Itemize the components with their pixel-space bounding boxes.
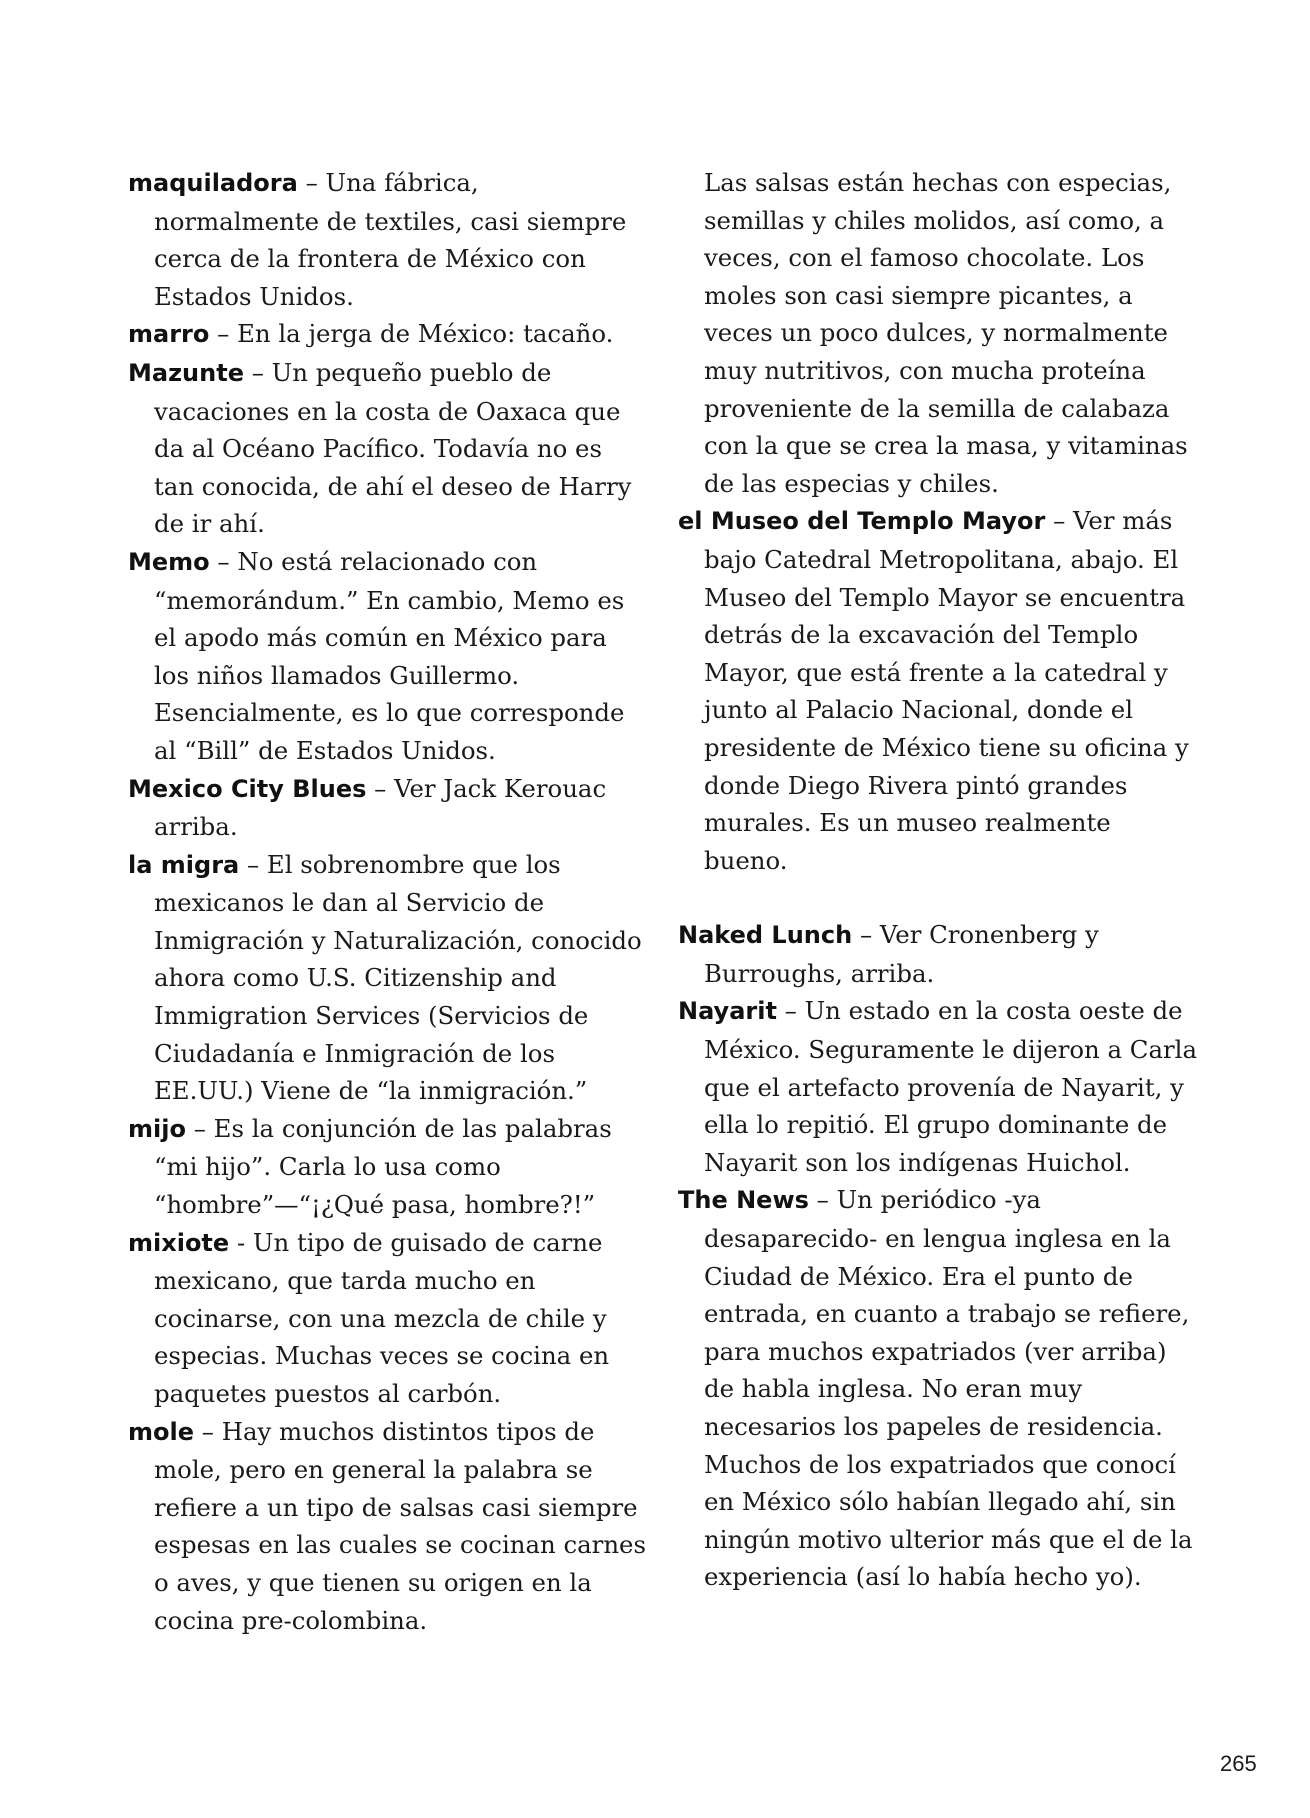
glossary-entry-maquiladora xyxy=(128,164,648,315)
left-column xyxy=(128,164,648,1639)
glossary-term: Memo xyxy=(128,547,210,576)
glossary-term: mixiote xyxy=(128,1228,230,1257)
glossary-definition: – Ver Cronenberg y Burroughs, arriba. xyxy=(704,920,1099,988)
page-number: 265 xyxy=(1220,1751,1257,1776)
glossary-entry-mexico-city-blues xyxy=(128,770,648,846)
glossary-definition: – No está relacionado con “memorándum.” En cambio, Memo es el apodo más común en México para los niños llamados Guillermo. Esencialmente, es lo que corresponde al “Bill” de Estados Unidos. xyxy=(154,546,625,765)
glossary-term: Nayarit xyxy=(678,997,777,1026)
glossary-term: Naked Lunch xyxy=(678,921,853,950)
glossary-definition: – Un estado en la costa oeste de México. Seguramente le dijeron a Carla que el artefacto provenía de Nayarit, y ella lo repitió. El grupo dominante de Nayarit son los indígenas Huichol. xyxy=(704,996,1198,1177)
glossary-entry-mole-continuation: Las salsas están hechas con especias, semillas y chiles molidos, así como, a veces, con el famoso chocolate. Los moles son casi siempre picantes, a veces un poco dulces, y normalmente muy nutritivos, con mucha proteína proveniente de la semilla de calabaza con la que se crea la masa, y vitaminas de las especias y chiles. xyxy=(704,168,1188,498)
glossary-entry-naked-lunch xyxy=(678,916,1198,992)
glossary-definition: – Una fábrica, normalmente de textiles, casi siempre cerca de la frontera de México con Estados Unidos. xyxy=(154,168,627,311)
glossary-term: The News xyxy=(678,1186,809,1215)
glossary-term: marro xyxy=(128,320,210,349)
right-column xyxy=(678,164,1198,1596)
glossary-definition: – Es la conjunción de las palabras “mi hijo”. Carla lo usa como “hombre”—“¡¿Qué pasa, hombre?!” xyxy=(154,1113,612,1220)
glossary-entry-museo-templo-mayor xyxy=(678,502,1198,879)
glossary-entry-the-news xyxy=(678,1181,1198,1596)
glossary-term: mijo xyxy=(128,1114,186,1143)
glossary-entry-marro xyxy=(128,315,648,354)
glossary-entry-mazunte xyxy=(128,354,648,543)
glossary-entry-nayarit xyxy=(678,992,1198,1181)
glossary-definition: – Hay muchos distintos tipos de mole, pero en general la palabra se refiere a un tipo de salsas casi siempre espesas en las cuales se cocinan carnes o aves, y que tienen su origen en la cocina pre-colombina. xyxy=(154,1416,646,1635)
glossary-definition: – Ver más bajo Catedral Metropolitana, abajo. El Museo del Templo Mayor se encuentra detrás de la excavación del Templo Mayor, que está frente a la catedral y junto al Palacio Nacional, donde el presidente de México tiene su oficina y donde Diego Rivera pintó grandes murales. Es un museo realmente bueno. xyxy=(704,506,1189,875)
glossary-entry-mijo xyxy=(128,1110,648,1224)
glossary-entry-la-migra xyxy=(128,846,648,1110)
glossary-definition: – En la jerga de México: tacaño. xyxy=(209,319,614,349)
glossary-entry-mixiote xyxy=(128,1224,648,1413)
glossary-term: la migra xyxy=(128,850,240,879)
glossary-definition: – Un periódico -ya desaparecido- en lengua inglesa en la Ciudad de México. Era el punto de entrada, en cuanto a trabajo se refiere, para muchos expatriados (ver arriba) de habla inglesa. No eran muy necesarios los papeles de residencia. Muchos de los expatriados que conocí en México sólo habían llegado ahí, sin ningún motivo ulterior más que el de la experiencia (así lo había hecho yo). xyxy=(704,1185,1193,1592)
glossary-term: Mazunte xyxy=(128,358,244,387)
glossary-definition: - Un tipo de guisado de carne mexicano, que tarda mucho en cocinarse, con una mezcla de chile y especias. Muchas veces se cocina en paquetes puestos al carbón. xyxy=(154,1227,610,1408)
glossary-entry-memo xyxy=(128,543,648,770)
glossary-definition: – El sobrenombre que los mexicanos le dan al Servicio de Inmigración y Naturalización, conocido ahora como U.S. Citizenship and Immigration Services (Servicios de Ciudadanía e Inmigración de los EE.UU.) Viene de “la inmigración.” xyxy=(154,849,642,1106)
glossary-entry-mole xyxy=(128,1413,648,1640)
glossary-definition: – Un pequeño pueblo de vacaciones en la costa de Oaxaca que da al Océano Pacífico. Todavía no es tan conocida, de ahí el deseo de Harry de ir ahí. xyxy=(154,357,632,539)
glossary-term: Mexico City Blues xyxy=(128,774,367,803)
glossary-term: maquiladora xyxy=(128,169,298,197)
glossary-term: mole xyxy=(128,1417,194,1446)
glossary-term: el Museo del Templo Mayor xyxy=(678,507,1046,536)
glossary-definition: – Ver Jack Kerouac arriba. xyxy=(154,773,607,842)
